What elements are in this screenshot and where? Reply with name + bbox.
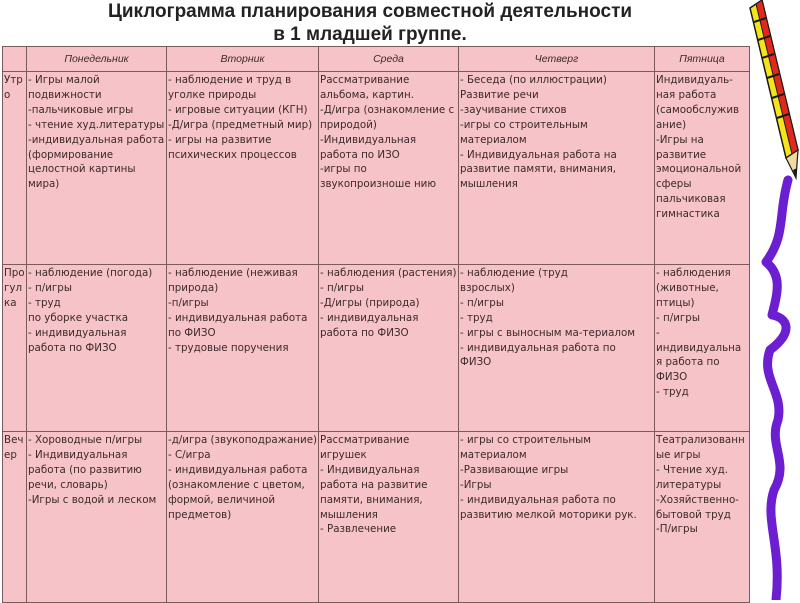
decoration-panel	[748, 0, 800, 600]
cell-line: -Развивающие игры	[460, 463, 569, 476]
cell-line: - индивидуальная	[320, 311, 419, 324]
cell-line: Рассматривание	[320, 74, 410, 86]
table-row-evening	[3, 432, 750, 603]
cell-line: Развитие речи	[460, 88, 539, 101]
cell-line: -Игры на	[656, 133, 704, 146]
cell-line: - труд	[656, 386, 689, 399]
cell-line: мышления	[320, 508, 378, 521]
cell-morning-friday	[655, 72, 750, 265]
cell-walk-thursday	[459, 265, 655, 432]
cell-line: - п/игры	[28, 281, 72, 294]
cell-line: развитие памяти, внимания,	[460, 163, 617, 176]
cell-line: - п/игры	[460, 296, 504, 309]
cell-line: - трудовые поручения	[168, 341, 289, 354]
cell-line: природой)	[320, 118, 377, 131]
cell-line: по ФИЗО	[168, 326, 216, 339]
cell-line: - наблюдения	[656, 267, 731, 279]
cell-line: гимнастика	[656, 208, 720, 221]
cell-line: индивидуальна	[656, 341, 742, 354]
cell-line: -индивидуальная работа	[28, 133, 165, 146]
cell-line: - игры на развитие	[168, 133, 272, 146]
cell-evening-thursday	[459, 432, 655, 603]
header-wednesday: Среда	[319, 47, 459, 72]
cell-line: - индивидуальная работа по	[460, 341, 616, 354]
cell-line: -пальчиковые игры	[28, 103, 134, 116]
cell-walk-monday	[27, 265, 167, 432]
cell-line: - наблюдение (труд	[460, 267, 568, 279]
title-line-2: в 1 младшей группе.	[273, 24, 467, 45]
header-thursday: Четверг	[459, 47, 655, 72]
cell-line: -игры со строительным	[460, 118, 588, 131]
table-row-morning	[3, 72, 750, 265]
cell-line: ная работа	[656, 88, 717, 101]
cell-line: материалом	[460, 448, 527, 461]
cell-line: мира)	[28, 178, 60, 191]
cell-walk-friday	[655, 265, 750, 432]
cell-line: - наблюдения (растения)	[320, 267, 457, 279]
cell-line: - игры с выносным ма-териалом	[460, 326, 636, 339]
cell-line: звукопроизноше нию	[320, 178, 437, 191]
cell-line: - п/игры	[656, 311, 700, 324]
cell-line: -П/игры	[656, 523, 698, 536]
cell-morning-wednesday	[319, 72, 459, 265]
cell-evening-wednesday	[319, 432, 459, 603]
cell-line: предметов)	[168, 508, 232, 521]
cell-line: - наблюдение (погода)	[28, 267, 153, 279]
cell-line: - Развлечение	[320, 523, 397, 536]
cell-line: - С/игра	[168, 448, 211, 461]
cell-line: - индивидуальная работа по	[460, 493, 616, 506]
cell-line: целостной картины	[28, 163, 136, 176]
table-header-row	[3, 47, 750, 72]
header-friday: Пятница	[655, 47, 750, 72]
cell-line: - Индивидуальная	[320, 463, 420, 476]
cell-line: - Индивидуальная	[28, 448, 128, 461]
cell-line: - Чтение худ.	[656, 463, 728, 476]
cell-evening-tuesday	[167, 432, 319, 603]
cell-line: -заучивание стихов	[460, 103, 567, 116]
cell-line: работа по ФИЗО	[28, 341, 117, 354]
cell-line: Рассматривание	[320, 434, 410, 446]
cell-line: -Д/игра (ознакомление с	[320, 103, 455, 116]
cell-line: -п/игры	[168, 296, 209, 309]
pencil-icon	[750, 0, 798, 178]
cell-line: работа по ФИЗО	[320, 326, 409, 339]
title-line-1: Циклограмма планирования совместной деятельности	[107, 1, 633, 22]
cell-line: развитие	[656, 148, 707, 161]
cell-line: птицы)	[656, 296, 695, 309]
cell-line: -Индивидуальная	[320, 133, 417, 146]
cell-line: -Игры с водой и леском	[28, 493, 157, 506]
cell-line: ые игры	[656, 448, 701, 461]
cell-line: ФИЗО	[656, 371, 688, 384]
cell-line: - труд	[28, 296, 61, 309]
cell-line: ФИЗО	[460, 356, 492, 369]
cell-line: -Д/игра (предметный мир)	[168, 118, 313, 131]
cell-line: эмоциональной	[656, 163, 742, 176]
cell-line: бытовой труд	[656, 508, 731, 521]
cell-line: работа (по развитию	[28, 463, 142, 476]
cell-line: - наблюдение (неживая	[168, 267, 298, 279]
cell-line: - индивидуальная работа	[168, 311, 308, 324]
cell-line: Индивидуаль-	[656, 74, 733, 86]
cell-line: памяти, внимания,	[320, 493, 423, 506]
cell-line: - Индивидуальная работа на	[460, 148, 617, 161]
cell-walk-tuesday	[167, 265, 319, 432]
cell-line: психических процессов	[168, 148, 297, 161]
cell-line: (формирование	[28, 148, 114, 161]
cell-line: природа)	[168, 281, 219, 294]
cell-line: - труд	[460, 311, 493, 324]
cell-line: пальчиковая	[656, 193, 726, 206]
cell-line: -Игры	[460, 478, 492, 491]
cell-line: - чтение худ.литературы	[28, 118, 165, 131]
cell-line: (животные,	[656, 281, 719, 294]
cell-line: - игры со строительным	[460, 434, 592, 446]
cell-evening-monday	[27, 432, 167, 603]
cell-morning-monday	[27, 72, 167, 265]
header-monday: Понедельник	[27, 47, 167, 72]
cell-line: работа на развитие	[320, 478, 428, 491]
corner-cell	[3, 47, 27, 72]
cell-line: взрослых)	[460, 281, 515, 294]
cell-line: уголке природы	[168, 88, 257, 101]
cell-line: - Игры малой	[28, 74, 100, 86]
cell-walk-wednesday	[319, 265, 459, 432]
cell-line: - индивидуальная	[28, 326, 127, 339]
page-title	[0, 0, 740, 46]
header-tuesday: Вторник	[167, 47, 319, 72]
period-label-evening: Вечер	[3, 432, 27, 603]
cell-line: материалом	[460, 133, 527, 146]
cell-line: - игровые ситуации (КГН)	[168, 103, 308, 116]
cell-line: -д/игра (звукоподражание)	[168, 434, 318, 446]
cell-line: по уборке участка	[28, 311, 129, 324]
cell-line: литературы	[656, 478, 722, 491]
cell-line: формой, величиной	[168, 493, 276, 506]
cell-line: сферы	[656, 178, 692, 191]
cell-line: работа по ИЗО	[320, 148, 400, 161]
cyclogram-table	[2, 46, 750, 603]
cell-line: игрушек	[320, 448, 367, 461]
cell-line: - Хороводные п/игры	[28, 434, 143, 446]
table-row-walk	[3, 265, 750, 432]
cell-line: - Беседа (по иллюстрации)	[460, 74, 607, 86]
purple-ribbon-decoration	[766, 180, 788, 600]
cell-line: развитию мелкой моторики рук.	[460, 508, 637, 521]
cell-line: - наблюдение и труд в	[168, 74, 292, 86]
cell-line: ание)	[656, 118, 687, 131]
cell-line: -игры по	[320, 163, 367, 176]
cell-line: -	[656, 326, 660, 339]
cell-line: - п/игры	[320, 281, 364, 294]
cell-morning-tuesday	[167, 72, 319, 265]
cell-line: альбома, картин.	[320, 88, 414, 101]
cell-line: подвижности	[28, 88, 102, 101]
cell-line: речи, словарь)	[28, 478, 108, 491]
period-label-walk: Прогулка	[3, 265, 27, 432]
cell-morning-thursday	[459, 72, 655, 265]
cell-line: я работа по	[656, 356, 720, 369]
cell-line: -Хозяйственно-	[656, 493, 739, 506]
cell-line: (ознакомление с цветом,	[168, 478, 305, 491]
cell-line: Театрализованн	[656, 434, 745, 446]
cell-evening-friday	[655, 432, 750, 603]
cell-line: мышления	[460, 178, 518, 191]
cell-line: (самообслужив	[656, 103, 740, 116]
cell-line: -Д/игры (природа)	[320, 296, 420, 309]
cell-line: - индивидуальная работа	[168, 463, 308, 476]
period-label-morning: Утро	[3, 72, 27, 265]
